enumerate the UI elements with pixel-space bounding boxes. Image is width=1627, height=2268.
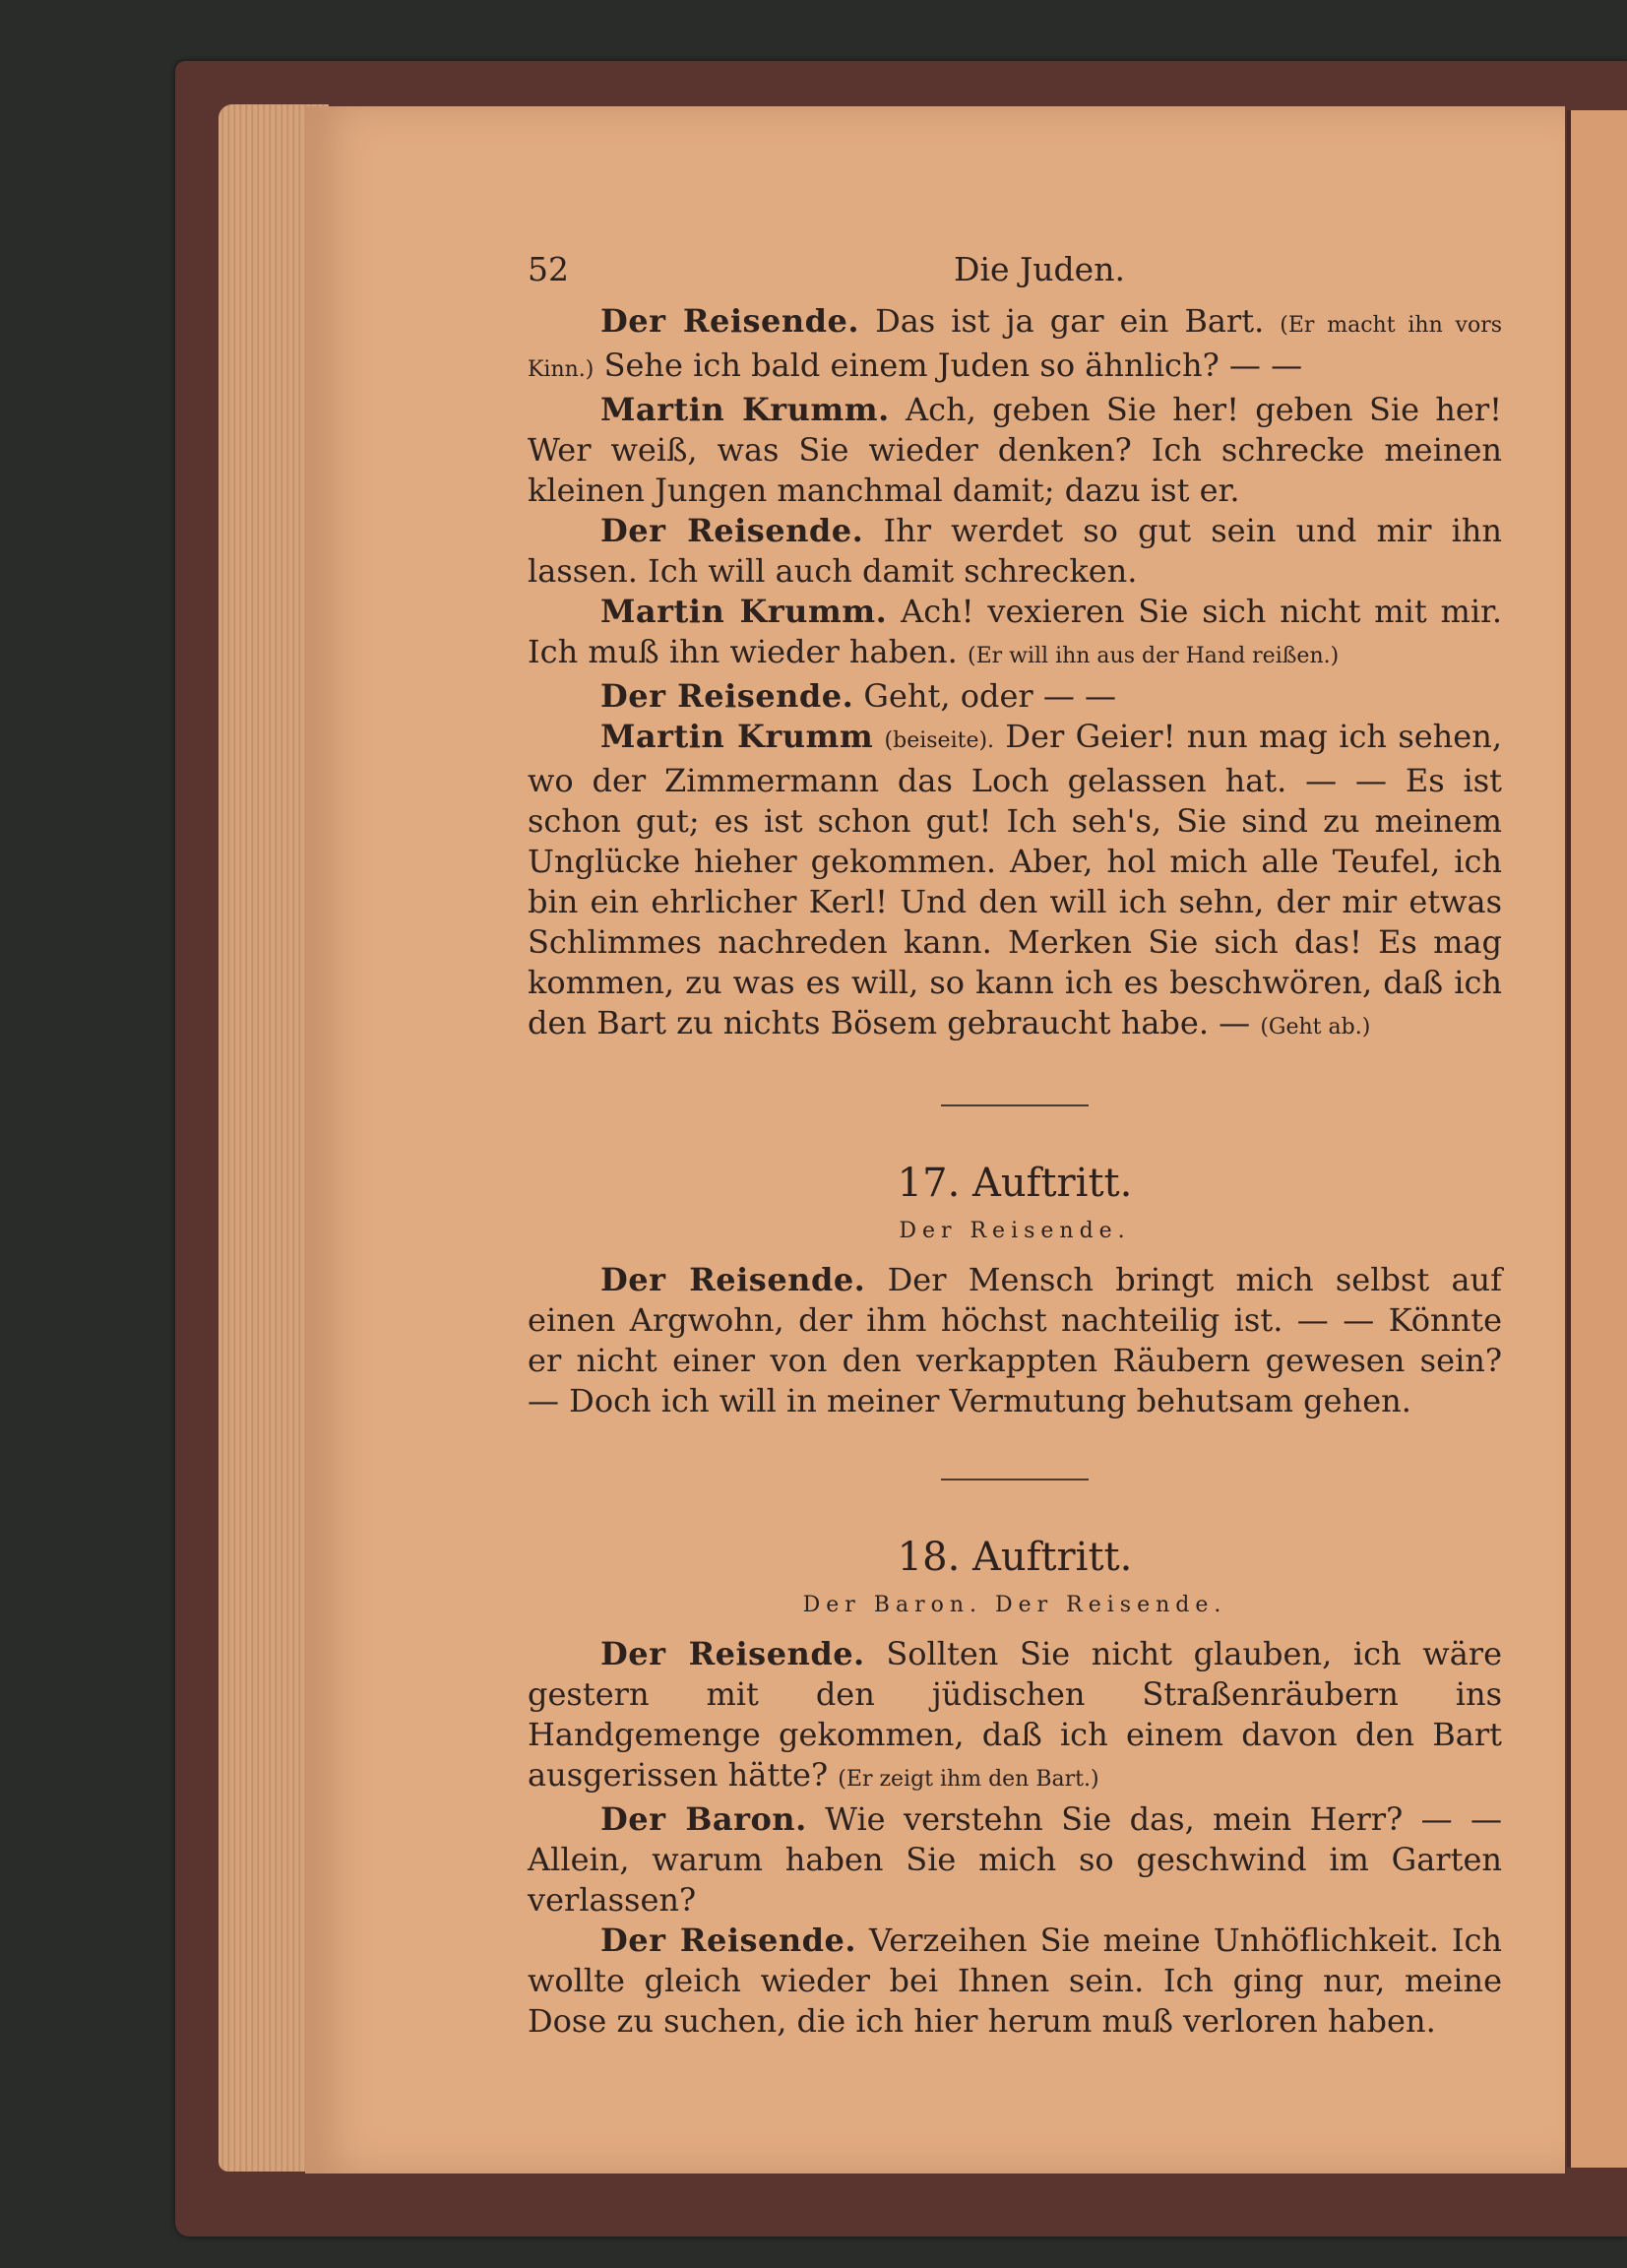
dialogue-text: Wie verstehn Sie das, mein Herr? — — Allein, warum haben Sie mich so geschwind im Garten verlassen?: [528, 1800, 1503, 1919]
speaker-name: Martin Krumm.: [600, 593, 888, 630]
scene-characters: Der Baron. Der Reisende.: [802, 1593, 1227, 1617]
stage-direction: (Er zeigt ihm den Bart.): [838, 1767, 1099, 1792]
dialogue-line: [528, 717, 1502, 1047]
scene-title: 17. Auftritt.: [897, 1161, 1133, 1206]
stage-direction: (Er will ihn aus der Hand reißen.): [967, 644, 1340, 668]
dialogue-text: Sollten Sie nicht glauben, ich wäre gestern mit den jüdischen Straßenräubern ins Handgemenge gekommen, daß ich einem davon den Bart ausgerissen hätte?: [528, 1635, 1503, 1794]
stage-direction: (Er macht ihn vors Kinn.): [528, 313, 1503, 382]
dialogue-line: [528, 1921, 1502, 2042]
dialogue-text: Ach, geben Sie her! geben Sie her! Wer weiß, was Sie wieder denken? Ich schrecke meinen kleinen Jungen manchmal damit; dazu ist er.: [528, 391, 1503, 509]
speaker-name: Martin Krumm.: [600, 391, 890, 428]
scene-title: 18. Auftritt.: [897, 1535, 1133, 1580]
speaker-name: Der Reisende.: [600, 1261, 866, 1298]
dialogue-line: [528, 1260, 1502, 1421]
dialogue-line: [528, 1634, 1502, 1799]
speaker-name: Der Reisende.: [600, 1922, 857, 1959]
dialogue-text: Verzeihen Sie meine Unhöflichkeit. Ich wollte gleich wieder bei Ihnen sein. Ich ging nur, meine Dose zu suchen, die ich hier herum muß verloren haben.: [528, 1922, 1503, 2040]
stage-direction: (beiseite).: [884, 728, 995, 753]
dialogue-line: [528, 301, 1502, 390]
stage-direction: (Geht ab.): [1260, 1015, 1371, 1040]
adjacent-page: [1567, 110, 1627, 2168]
page-header: [528, 250, 1512, 289]
speaker-name: Der Reisende.: [600, 512, 864, 549]
scene-characters: Der Reisende.: [899, 1219, 1131, 1243]
dialogue-line: [528, 676, 1502, 717]
speaker-name: Der Reisende.: [600, 677, 854, 715]
speaker-name: Der Baron.: [600, 1800, 807, 1838]
dialogue-text: Ach! vexieren Sie sich nicht mit mir. Ich muß ihn wieder haben.: [528, 593, 1503, 670]
section-divider: [941, 1104, 1089, 1106]
page-number: 52: [528, 250, 569, 288]
speaker-name: Der Reisende.: [600, 1635, 865, 1672]
section-divider: [941, 1479, 1089, 1480]
speaker-name: Martin Krumm: [600, 718, 874, 755]
dialogue-text: Das ist ja gar ein Bart.: [875, 302, 1265, 340]
dialogue-line: [528, 511, 1502, 592]
running-title: Die Juden.: [954, 250, 1125, 288]
dialogue-text: Sehe ich bald einem Juden so ähnlich? — —: [603, 346, 1303, 384]
dialogue-line: [528, 592, 1502, 676]
dialogue-text: Der Mensch bringt mich selbst auf einen Argwohn, der ihm höchst nachteilig ist. — — Könnte er nicht einer von den verkappten Räubern gewesen sein? — Doch ich will in meiner Vermutung behutsam gehen.: [528, 1261, 1503, 1419]
dialogue-text: Der Geier! nun mag ich sehen, wo der Zimmermann das Loch gelassen hat. — — Es ist schon gut; es ist schon gut! Ich seh's, Sie sind zu meinem Unglücke hieher gekommen. Aber, hol mich alle Teufel, ich bin ein ehrlicher Kerl! Und den will ich sehn, der mir etwas Schlimmes nachreden kann. Merken Sie sich das! Es mag kommen, zu was es will, so kann ich es beschwören, daß ich den Bart zu nichts Bösem gebraucht habe. —: [528, 718, 1503, 1041]
dialogue-line: [528, 390, 1502, 511]
dialogue-line: [528, 1799, 1502, 1921]
speaker-name: Der Reisende.: [600, 302, 860, 340]
dialogue-text: Geht, oder — —: [863, 677, 1117, 715]
dialogue-text: Ihr werdet so gut sein und mir ihn lassen. Ich will auch damit schrecken.: [528, 512, 1503, 590]
page-text: [528, 301, 1502, 2042]
